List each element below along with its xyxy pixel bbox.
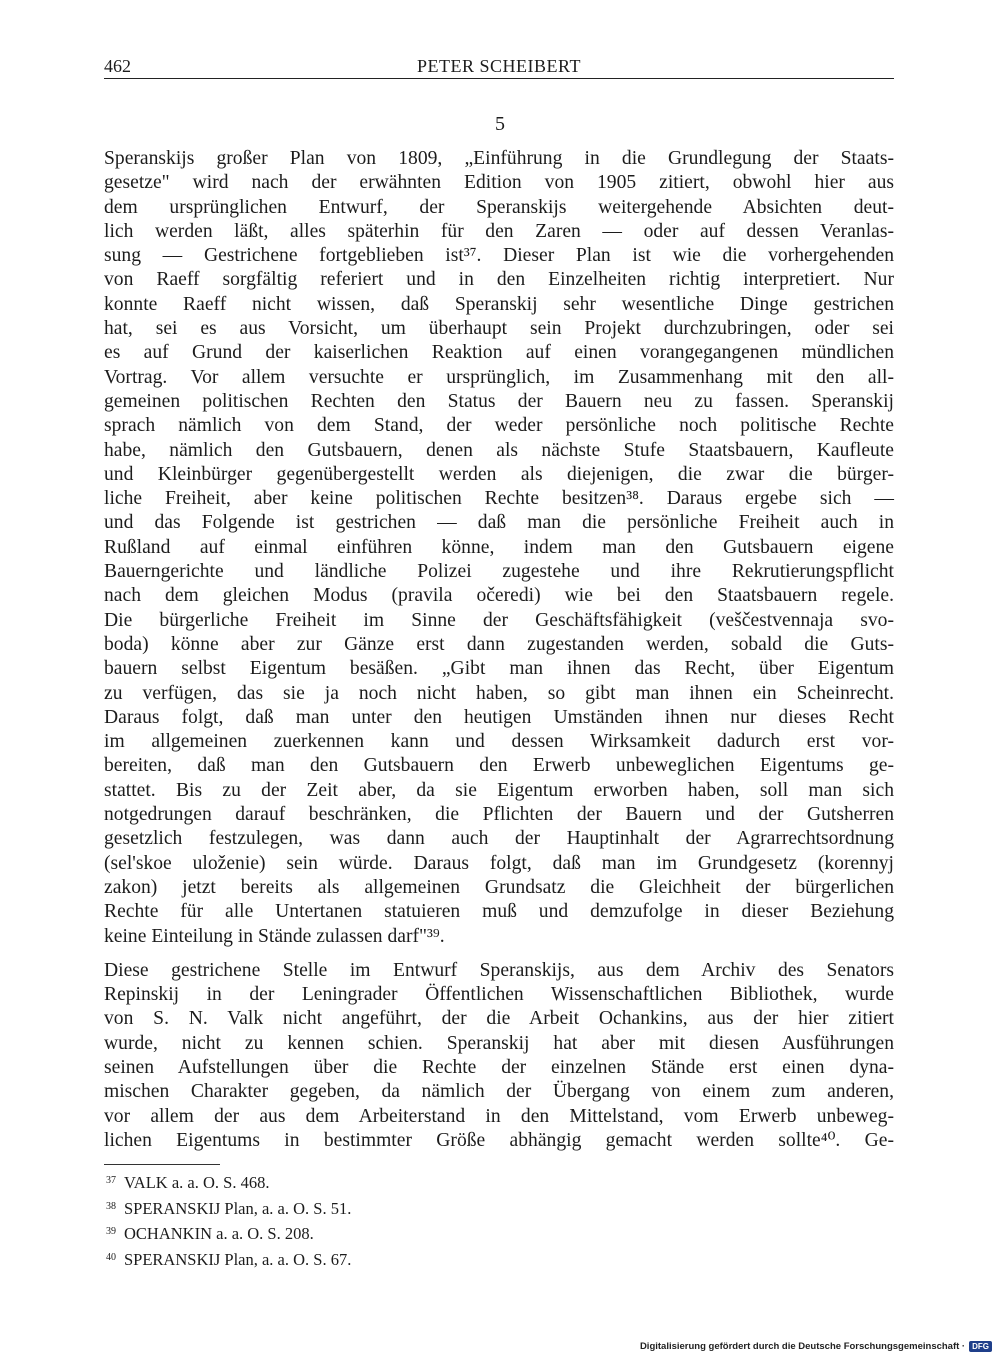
- footnote: [106, 1169, 606, 1195]
- text-line: keine Einteilung in Stände zulassen darf"³⁹.: [104, 925, 445, 947]
- text-line: konnte Raeff nicht wissen, daß Speranskij sehr wesentliche Dinge gestrichen: [104, 293, 894, 315]
- text-line: mischen Charakter gegeben, da nämlich der Übergang von einem zum anderen,: [104, 1081, 894, 1103]
- footnote-mark: 40: [106, 1251, 116, 1263]
- text-line: von Raeff sorgfältig referiert und in den Einzelheiten richtig interpretiert. Nur: [104, 269, 894, 291]
- text-line: dem ursprünglichen Entwurf, der Speranskijs weitergehende Absichten deut-: [104, 196, 894, 218]
- paragraph-2: [104, 959, 894, 1153]
- text-line: wurde, nicht zu kennen schien. Speranskij hat aber mit diesen Ausführungen: [104, 1032, 894, 1054]
- text-line: habe, nämlich den Gutsbauern, denen als nächste Stufe Staatsbauern, Kaufleute: [104, 439, 894, 461]
- body-text: [104, 147, 894, 1153]
- text-line: lichen Eigentums in bestimmter Größe abhängig gemacht werden sollte⁴⁰. Ge-: [104, 1129, 894, 1151]
- footnote: [106, 1195, 606, 1221]
- text-line: gesetze" wird nach der erwähnten Edition von 1905 zitiert, obwohl hier aus: [104, 172, 894, 194]
- text-line: sung — Gestrichene fortgeblieben ist³⁷. Dieser Plan ist wie die vorhergehenden: [104, 245, 894, 267]
- footnote-text: OCHANKIN a. a. O. S. 208.: [124, 1224, 314, 1243]
- text-line: gemeinen politischen Rechten den Status der Bauern neu zu fassen. Speranskij: [104, 390, 894, 412]
- text-line: (sel'skoe uloženie) sein würde. Daraus folgt, daß man im Grundgesetz (korennyj: [104, 852, 894, 874]
- paragraph-1-last-line: [104, 925, 894, 949]
- text-line: im allgemeinen zuerkennen kann und dessen Wirksamkeit dadurch erst vor-: [104, 731, 894, 753]
- text-line: Bauerngerichte und ländliche Polizei zugestehe und ihre Rekrutierungspflicht: [104, 561, 894, 583]
- footnote: [106, 1246, 606, 1272]
- page-header: [104, 56, 894, 79]
- text-line: seinen Aufstellungen über die Rechte der einzelnen Stände erst einen dyna-: [104, 1056, 894, 1078]
- text-line: Diese gestrichene Stelle im Entwurf Speranskijs, aus dem Archiv des Senators: [104, 959, 894, 981]
- text-line: zakon) jetzt bereits als allgemeinen Grundsatz die Gleichheit der bürgerlichen: [104, 876, 894, 898]
- section-number: 5: [495, 113, 505, 135]
- footnote-divider: [104, 1164, 220, 1165]
- text-line: Rußland auf einmal einführen könne, indem man den Gutsbauern eigene: [104, 536, 894, 558]
- footnote-mark: 38: [106, 1200, 116, 1212]
- text-line: Speranskijs großer Plan von 1809, „Einführung in die Grundlegung der Staats-: [104, 148, 894, 169]
- text-line: Vortrag. Vor allem versuchte er ursprünglich, im Zusammenhang mit den all-: [104, 366, 894, 388]
- text-line: und Kleinbürger gegenübergestellt werden als diejenigen, die zwar die bürger-: [104, 463, 894, 485]
- text-line: Die bürgerliche Freiheit im Sinne der Geschäftsfähigkeit (veščestvennaja svo-: [104, 609, 894, 631]
- page-number: 462: [104, 56, 131, 76]
- text-line: Daraus folgt, daß man unter den heutigen Umständen ihnen nur dieses Recht: [104, 706, 894, 728]
- paragraph-1: [104, 147, 894, 925]
- text-line: und das Folgende ist gestrichen — daß man die persönliche Freiheit auch in: [104, 512, 894, 534]
- text-line: vor allem der aus dem Arbeiterstand in den Mittelstand, vom Erwerb unbeweg-: [104, 1105, 894, 1127]
- text-line: von S. N. Valk nicht angeführt, der die Arbeit Ochankins, aus der hier zitiert: [104, 1008, 894, 1030]
- digitization-credit: [640, 1341, 992, 1352]
- text-line: sprach nämlich von dem Stand, der weder persönliche noch politische Rechte: [104, 415, 894, 437]
- footnote-text: SPERANSKIJ Plan, a. a. O. S. 67.: [124, 1249, 352, 1269]
- dfg-logo: DFG: [969, 1341, 992, 1352]
- text-line: bereiten, daß man den Gutsbauern den Erwerb unbeweglichen Eigentums ge-: [104, 755, 894, 777]
- text-line: liche Freiheit, aber keine politischen Rechte besitzen³⁸. Daraus ergebe sich —: [104, 488, 894, 510]
- footnote-text: SPERANSKIJ Plan, a. a. O. S. 51.: [124, 1198, 352, 1218]
- footnote-mark: 39: [106, 1226, 116, 1237]
- text-line: es auf Grund der kaiserlichen Reaktion auf einen vorangegangenen mündlichen: [104, 342, 894, 364]
- text-line: nach dem gleichen Modus (pravila očeredi) wie bei den Staatsbauern regele.: [104, 585, 894, 607]
- text-line: Repinskij in der Leningrader Öffentlichen Wissenschaftlichen Bibliothek, wurde: [104, 984, 894, 1006]
- footnote-text: VALK a. a. O. S. 468.: [124, 1173, 270, 1192]
- text-line: gesetzlich festzulegen, was dann auch der Hauptinhalt der Agrarrechtsordnung: [104, 828, 894, 850]
- text-line: hat, sei es aus Vorsicht, um überhaupt sein Projekt durchzubringen, oder sei: [104, 318, 894, 340]
- credit-text: Digitalisierung gefördert durch die Deutsche Forschungsgemeinschaft ·: [639, 1341, 966, 1352]
- text-line: boda) könne aber zur Gänze erst dann zugestanden werden, sobald die Guts-: [104, 633, 894, 655]
- text-line: stattet. Bis zu der Zeit aber, da sie Eigentum erworben haben, soll man sich: [104, 779, 894, 801]
- footnote-mark: 37: [106, 1175, 116, 1186]
- footnote: [106, 1220, 606, 1246]
- text-line: Rechte für alle Untertanen statuieren muß und demzufolge in dieser Beziehung: [104, 901, 894, 923]
- text-line: bauern selbst Eigentum besäßen. „Gibt man ihnen das Recht, über Eigentum: [104, 658, 894, 680]
- footnotes: [106, 1169, 606, 1271]
- text-line: zu verfügen, das sie ja noch nicht haben, so gibt man ihnen ein Scheinrecht.: [104, 682, 894, 704]
- running-head: PETER SCHEIBERT: [417, 56, 581, 76]
- text-line: notgedrungen darauf beschränken, die Pflichten der Bauern und der Gutsherren: [104, 804, 894, 826]
- text-line: lich werden läßt, alles späterhin für den Zaren — oder auf dessen Veranlas-: [104, 220, 894, 242]
